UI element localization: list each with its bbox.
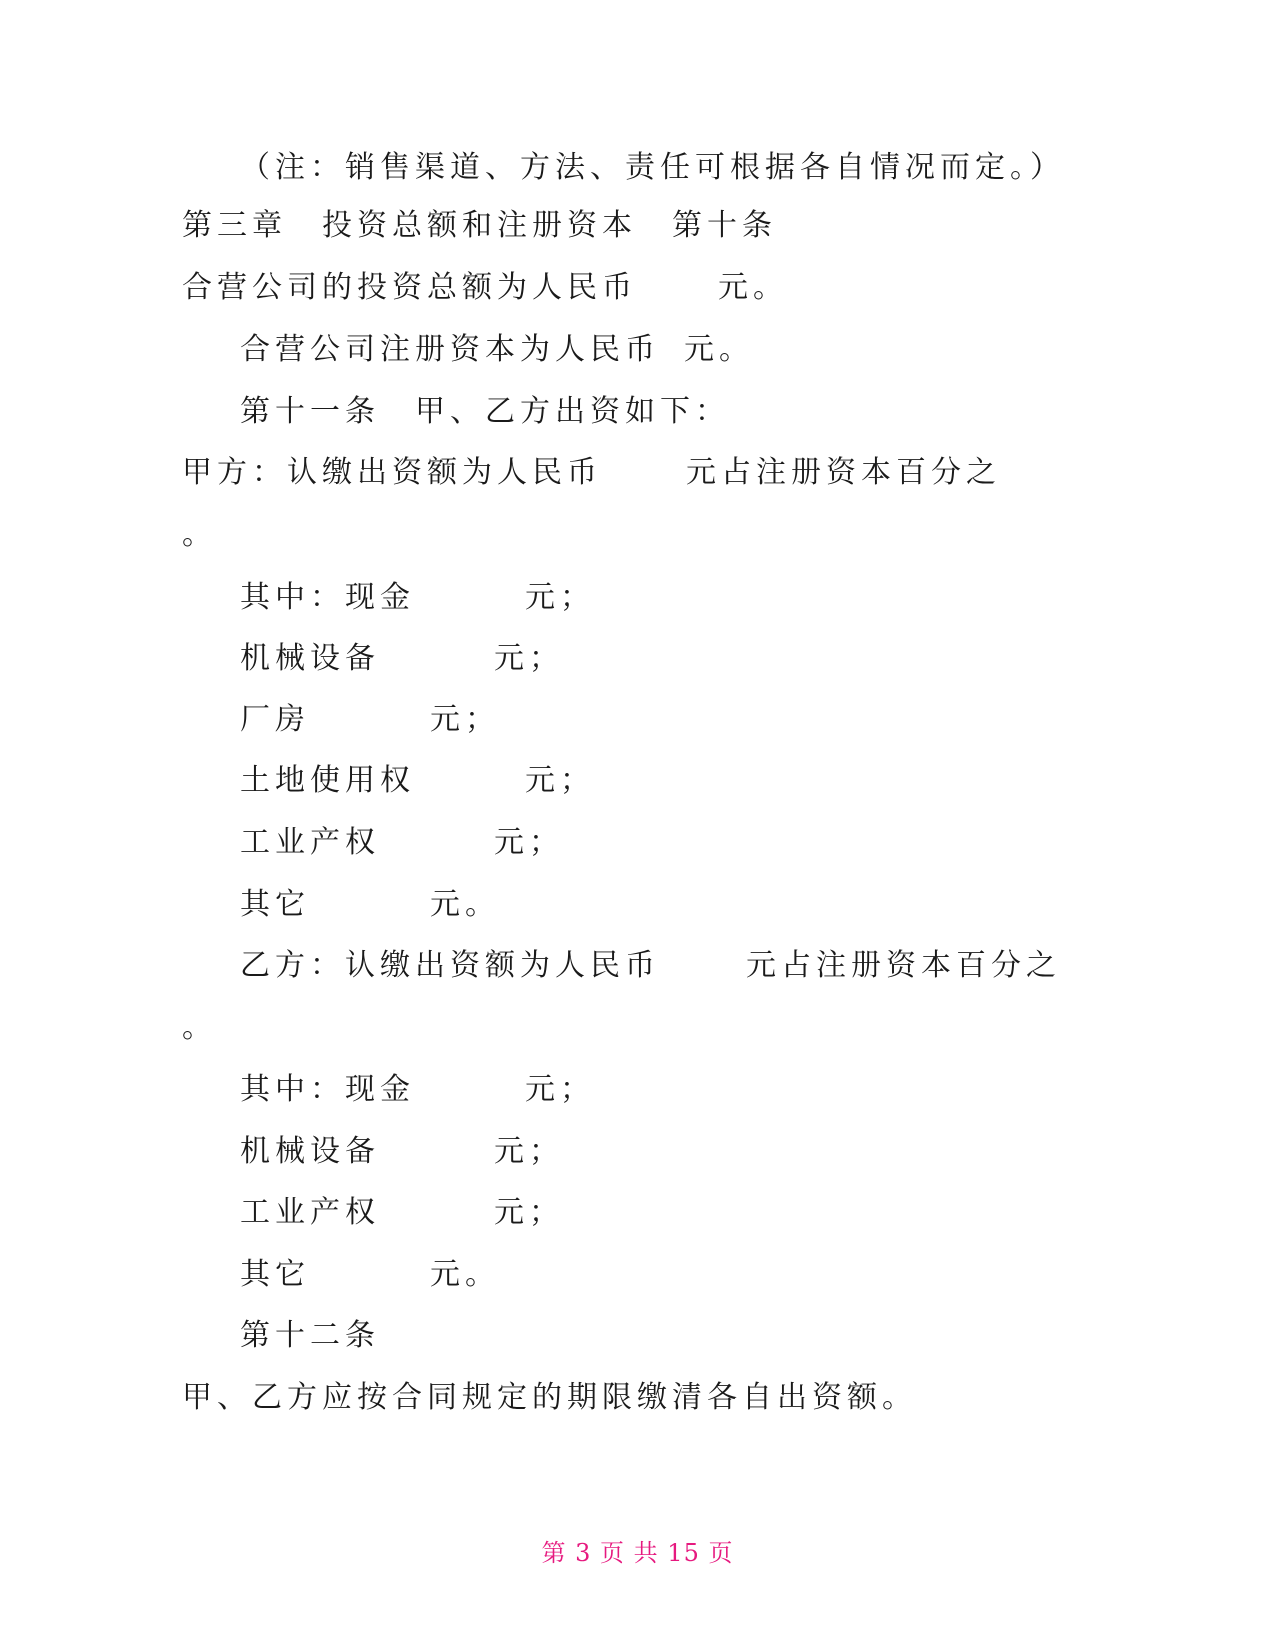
article-12-text: 甲、乙方应按合同规定的期限缴清各自出资额。 xyxy=(182,1380,917,1415)
party-b-period: 。 xyxy=(182,1010,217,1045)
registered-capital-unit: 元。 xyxy=(684,332,754,367)
article-12-heading: 第十二条 xyxy=(240,1318,380,1353)
chapter-heading: 第三章 投资总额和注册资本 xyxy=(182,208,637,243)
party-a-contribution-text: 甲方：认缴出资额为人民币 xyxy=(182,455,602,490)
party-a-land-unit: 元； xyxy=(525,763,595,798)
party-a-ip-label: 工业产权 xyxy=(240,825,380,860)
party-a-plant-unit: 元； xyxy=(430,702,500,737)
registered-capital-text: 合营公司注册资本为人民币 xyxy=(240,332,660,367)
party-a-plant-label: 厂房 xyxy=(240,702,310,737)
party-a-ip-unit: 元； xyxy=(494,825,564,860)
total-investment-unit: 元。 xyxy=(718,270,788,305)
party-a-cash-unit: 元； xyxy=(525,580,595,615)
note-line: （注：销售渠道、方法、责任可根据各自情况而定。） xyxy=(240,150,1065,185)
party-b-ip-unit: 元； xyxy=(494,1195,564,1230)
party-b-other-unit: 元。 xyxy=(430,1257,500,1292)
party-b-cash-label: 其中：现金 xyxy=(240,1072,415,1107)
article-10-heading: 第十条 xyxy=(672,208,777,243)
page-number-footer: 第 3 页 共 15 页 xyxy=(541,1539,734,1567)
party-b-cash-unit: 元； xyxy=(525,1072,595,1107)
total-investment-text: 合营公司的投资总额为人民币 xyxy=(182,270,637,305)
party-a-other-label: 其它 xyxy=(240,887,310,922)
article-11-heading: 第十一条 甲、乙方出资如下： xyxy=(240,394,730,429)
party-a-land-label: 土地使用权 xyxy=(240,763,415,798)
party-a-machinery-unit: 元； xyxy=(494,641,564,676)
party-a-cash-label: 其中：现金 xyxy=(240,580,415,615)
party-a-period: 。 xyxy=(182,517,217,552)
party-b-percent-text: 元占注册资本百分之 xyxy=(746,948,1061,983)
party-a-other-unit: 元。 xyxy=(430,887,500,922)
party-b-machinery-label: 机械设备 xyxy=(240,1134,380,1169)
party-b-contribution-text: 乙方：认缴出资额为人民币 xyxy=(240,948,660,983)
party-b-machinery-unit: 元； xyxy=(494,1134,564,1169)
party-b-ip-label: 工业产权 xyxy=(240,1195,380,1230)
party-a-machinery-label: 机械设备 xyxy=(240,641,380,676)
party-a-percent-text: 元占注册资本百分之 xyxy=(686,455,1001,490)
party-b-other-label: 其它 xyxy=(240,1257,310,1292)
